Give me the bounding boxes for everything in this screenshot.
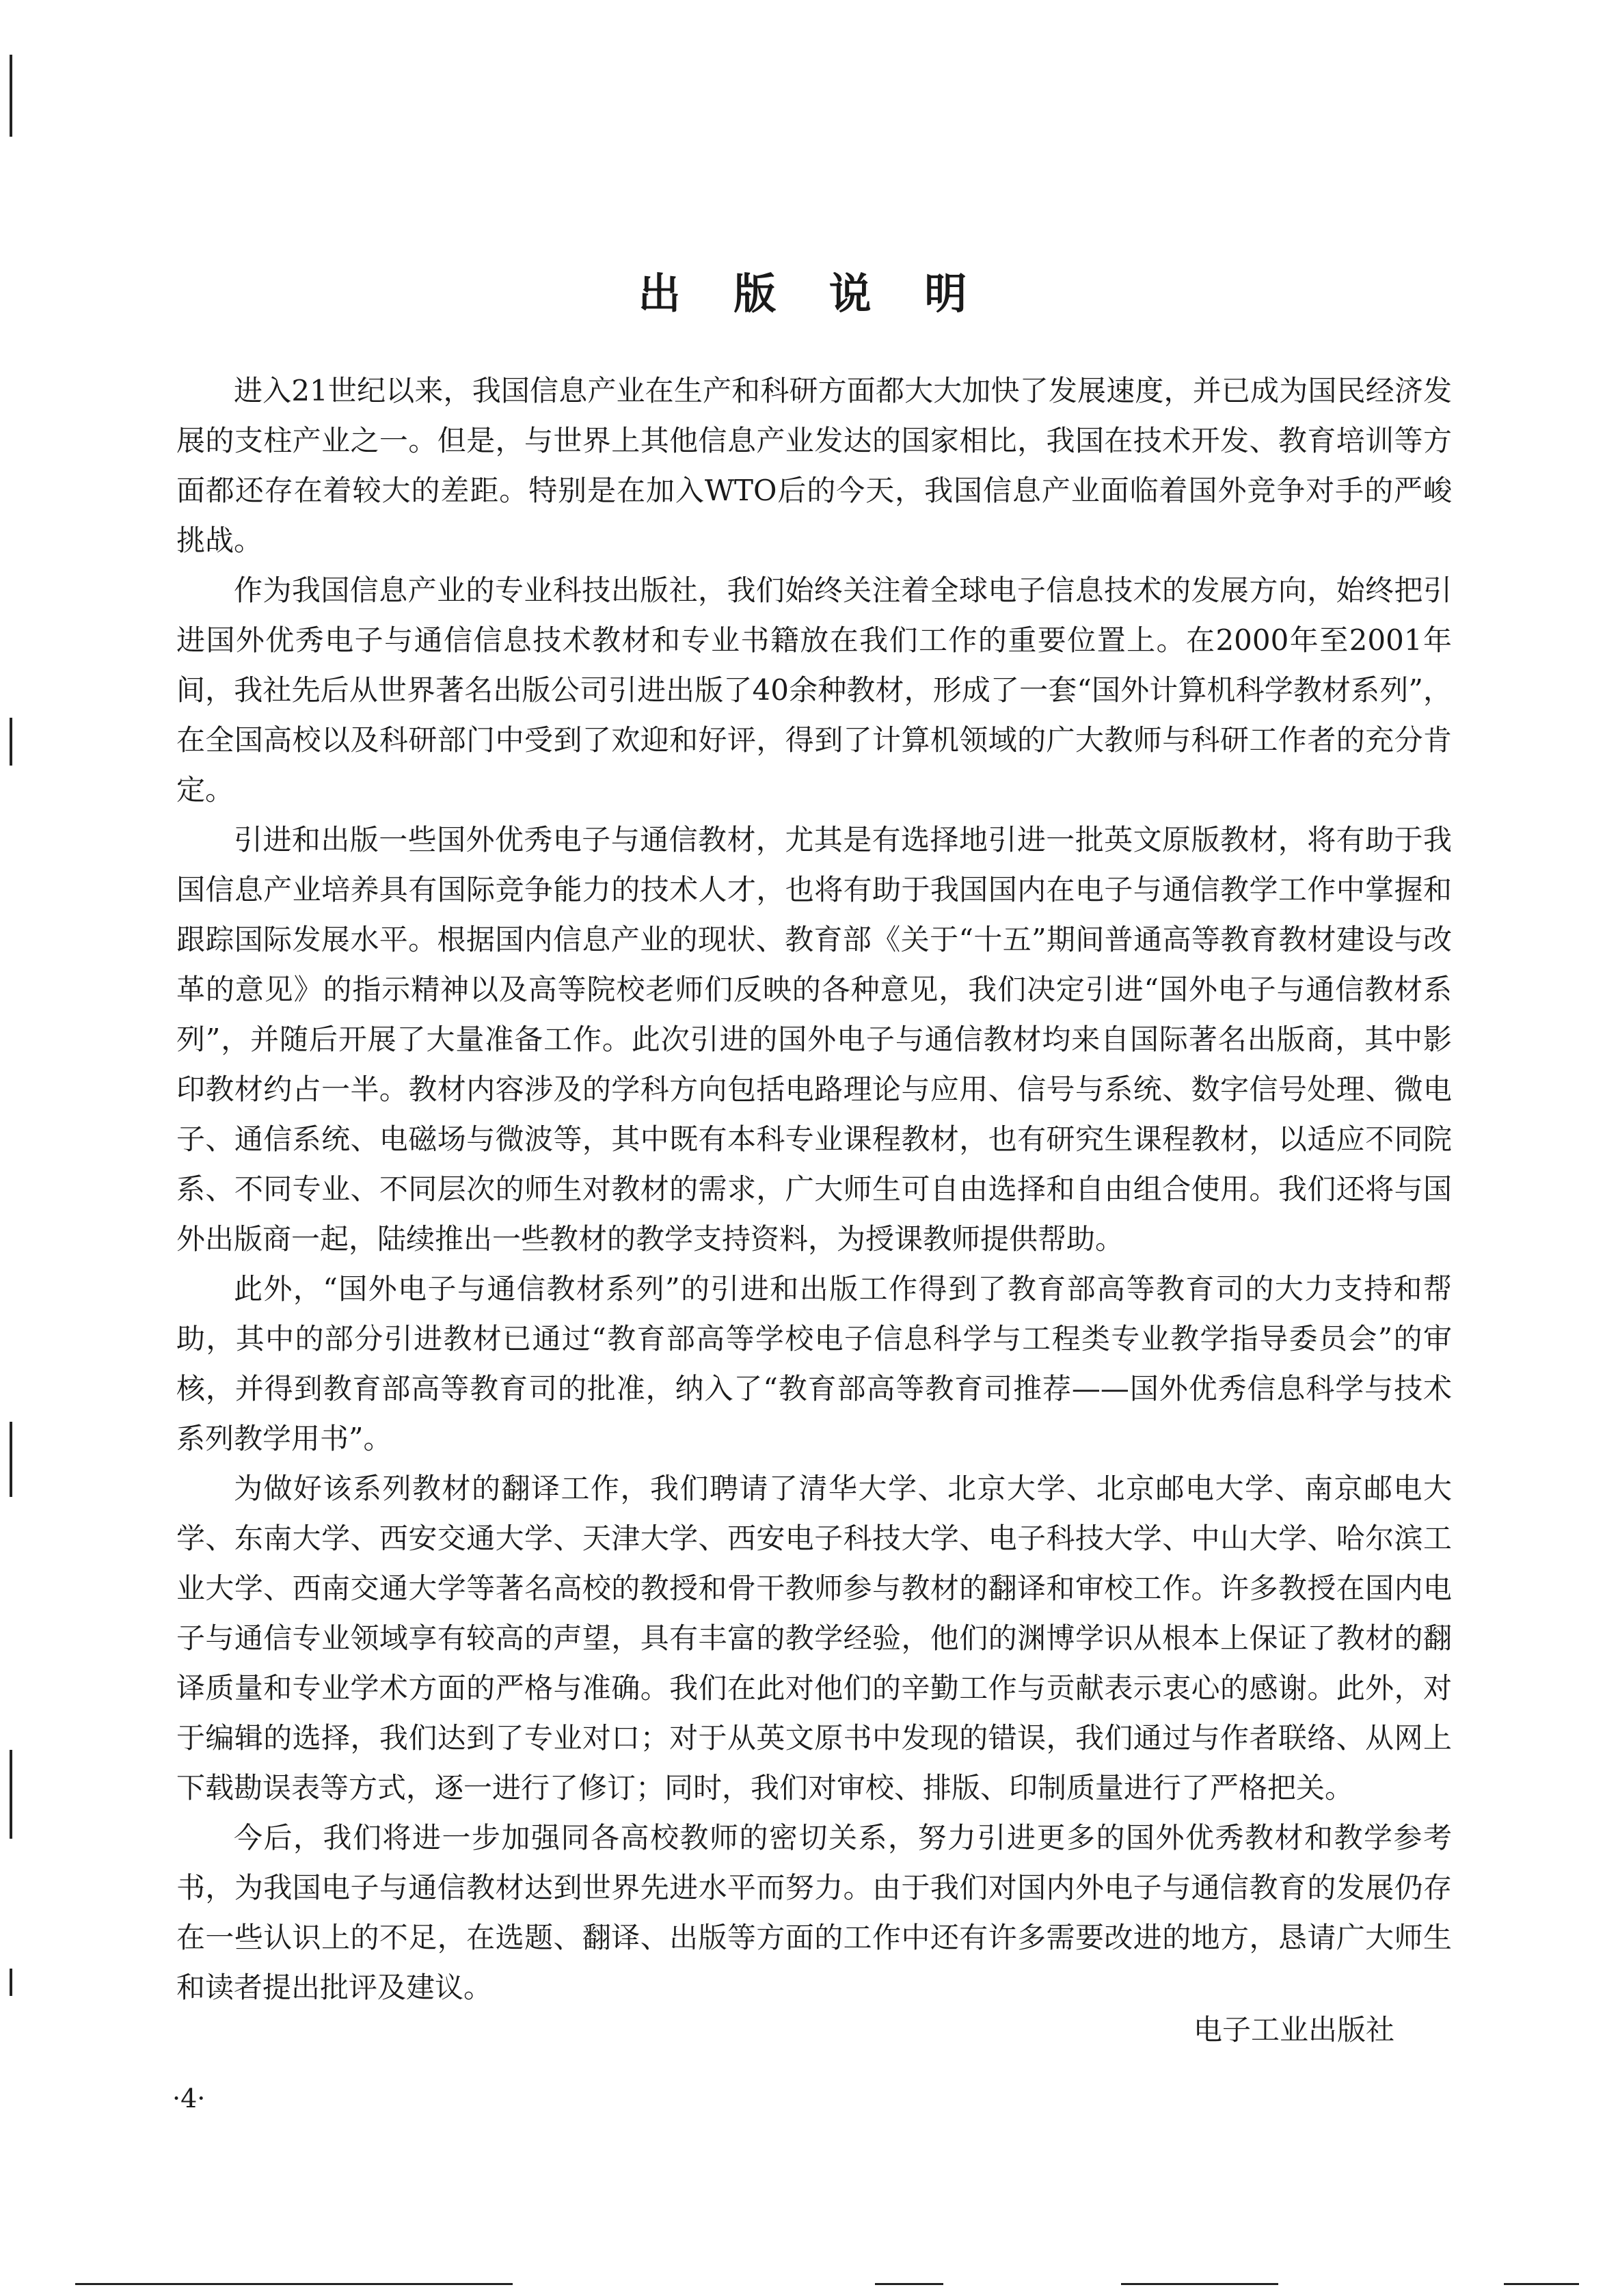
- scan-mark: [10, 1422, 12, 1497]
- paragraph-5: 为做好该系列教材的翻译工作，我们聘请了清华大学、北京大学、北京邮电大学、南京邮电大学、东南大学、西安交通大学、天津大学、西安电子科技大学、电子科技大学、中山大学、哈尔滨工业大学、西南交通大学等著名高校的教授和骨干教师参与教材的翻译和审校工作。许多教授在国内电子与通信专业领域享有较高的声望，具有丰富的教学经验，他们的渊博学识从根本上保证了教材的翻译质量和专业学术方面的严格与准确。我们在此对他们的辛勤工作与贡献表示衷心的感谢。此外，对于编辑的选择，我们达到了专业对口；对于从英文原书中发现的错误，我们通过与作者联络、从网上下载勘误表等方式，逐一进行了修订；同时，我们对审校、排版、印制质量进行了严格把关。: [176, 1472, 1452, 1805]
- paragraph-4: 此外，“国外电子与通信教材系列”的引进和出版工作得到了教育部高等教育司的大力支持和帮助，其中的部分引进教材已通过“教育部高等学校电子信息科学与工程类专业教学指导委员会”的审核，并得到教育部高等教育司的批准，纳入了“教育部高等教育司推荐——国外优秀信息科学与技术系列教学用书”。: [176, 1272, 1452, 1455]
- scan-mark: [10, 55, 12, 137]
- scan-mark: [10, 1750, 12, 1839]
- scan-mark: [10, 1969, 12, 1996]
- scan-mark: [1121, 2283, 1278, 2285]
- scan-mark: [875, 2283, 943, 2285]
- scan-mark: [75, 2283, 513, 2285]
- paragraph-2: 作为我国信息产业的专业科技出版社，我们始终关注着全球电子信息技术的发展方向，始终把引进国外优秀电子与通信信息技术教材和专业书籍放在我们工作的重要位置上。在2000年至2001年间，我社先后从世界著名出版公司引进出版了40余种教材，形成了一套“国外计算机科学教材系列”，在全国高校以及科研部门中受到了欢迎和好评，得到了计算机领域的广大教师与科研工作者的充分肯定。: [176, 573, 1452, 807]
- paragraph-3: 引进和出版一些国外优秀电子与通信教材，尤其是有选择地引进一批英文原版教材，将有助于我国信息产业培养具有国际竞争能力的技术人才，也将有助于我国国内在电子与通信教学工作中掌握和跟踪国际发展水平。根据国内信息产业的现状、教育部《关于“十五”期间普通高等教育教材建设与改革的意见》的指示精神以及高等院校老师们反映的各种意见，我们决定引进“国外电子与通信教材系列”，并随后开展了大量准备工作。此次引进的国外电子与通信教材均来自国际著名出版商，其中影印教材约占一半。教材内容涉及的学科方向包括电路理论与应用、信号与系统、数字信号处理、微电子、通信系统、电磁场与微波等，其中既有本科专业课程教材，也有研究生课程教材，以适应不同院系、不同专业、不同层次的师生对教材的需求，广大师生可自由选择和自由组合使用。我们还将与国外出版商一起，陆续推出一些教材的教学支持资料，为授课教师提供帮助。: [176, 823, 1452, 1256]
- publisher-signature: 电子工业出版社: [1193, 2013, 1394, 2047]
- body-text: [176, 366, 1452, 2012]
- page-title: 出 版 说 明: [638, 269, 986, 319]
- scan-mark: [1504, 2283, 1579, 2285]
- page-number: ·4·: [172, 2083, 206, 2113]
- scan-mark: [10, 718, 12, 766]
- paragraph-1: 进入21世纪以来，我国信息产业在生产和科研方面都大大加快了发展速度，并已成为国民经济发展的支柱产业之一。但是，与世界上其他信息产业发达的国家相比，我国在技术开发、教育培训等方面都还存在着较大的差距。特别是在加入WTO后的今天，我国信息产业面临着国外竞争对手的严峻挑战。: [176, 374, 1452, 557]
- paragraph-6: 今后，我们将进一步加强同各高校教师的密切关系，努力引进更多的国外优秀教材和教学参考书，为我国电子与通信教材达到世界先进水平而努力。由于我们对国内外电子与通信教育的发展仍存在一些认识上的不足，在选题、翻译、出版等方面的工作中还有许多需要改进的地方，恳请广大师生和读者提出批评及建议。: [176, 1821, 1452, 2004]
